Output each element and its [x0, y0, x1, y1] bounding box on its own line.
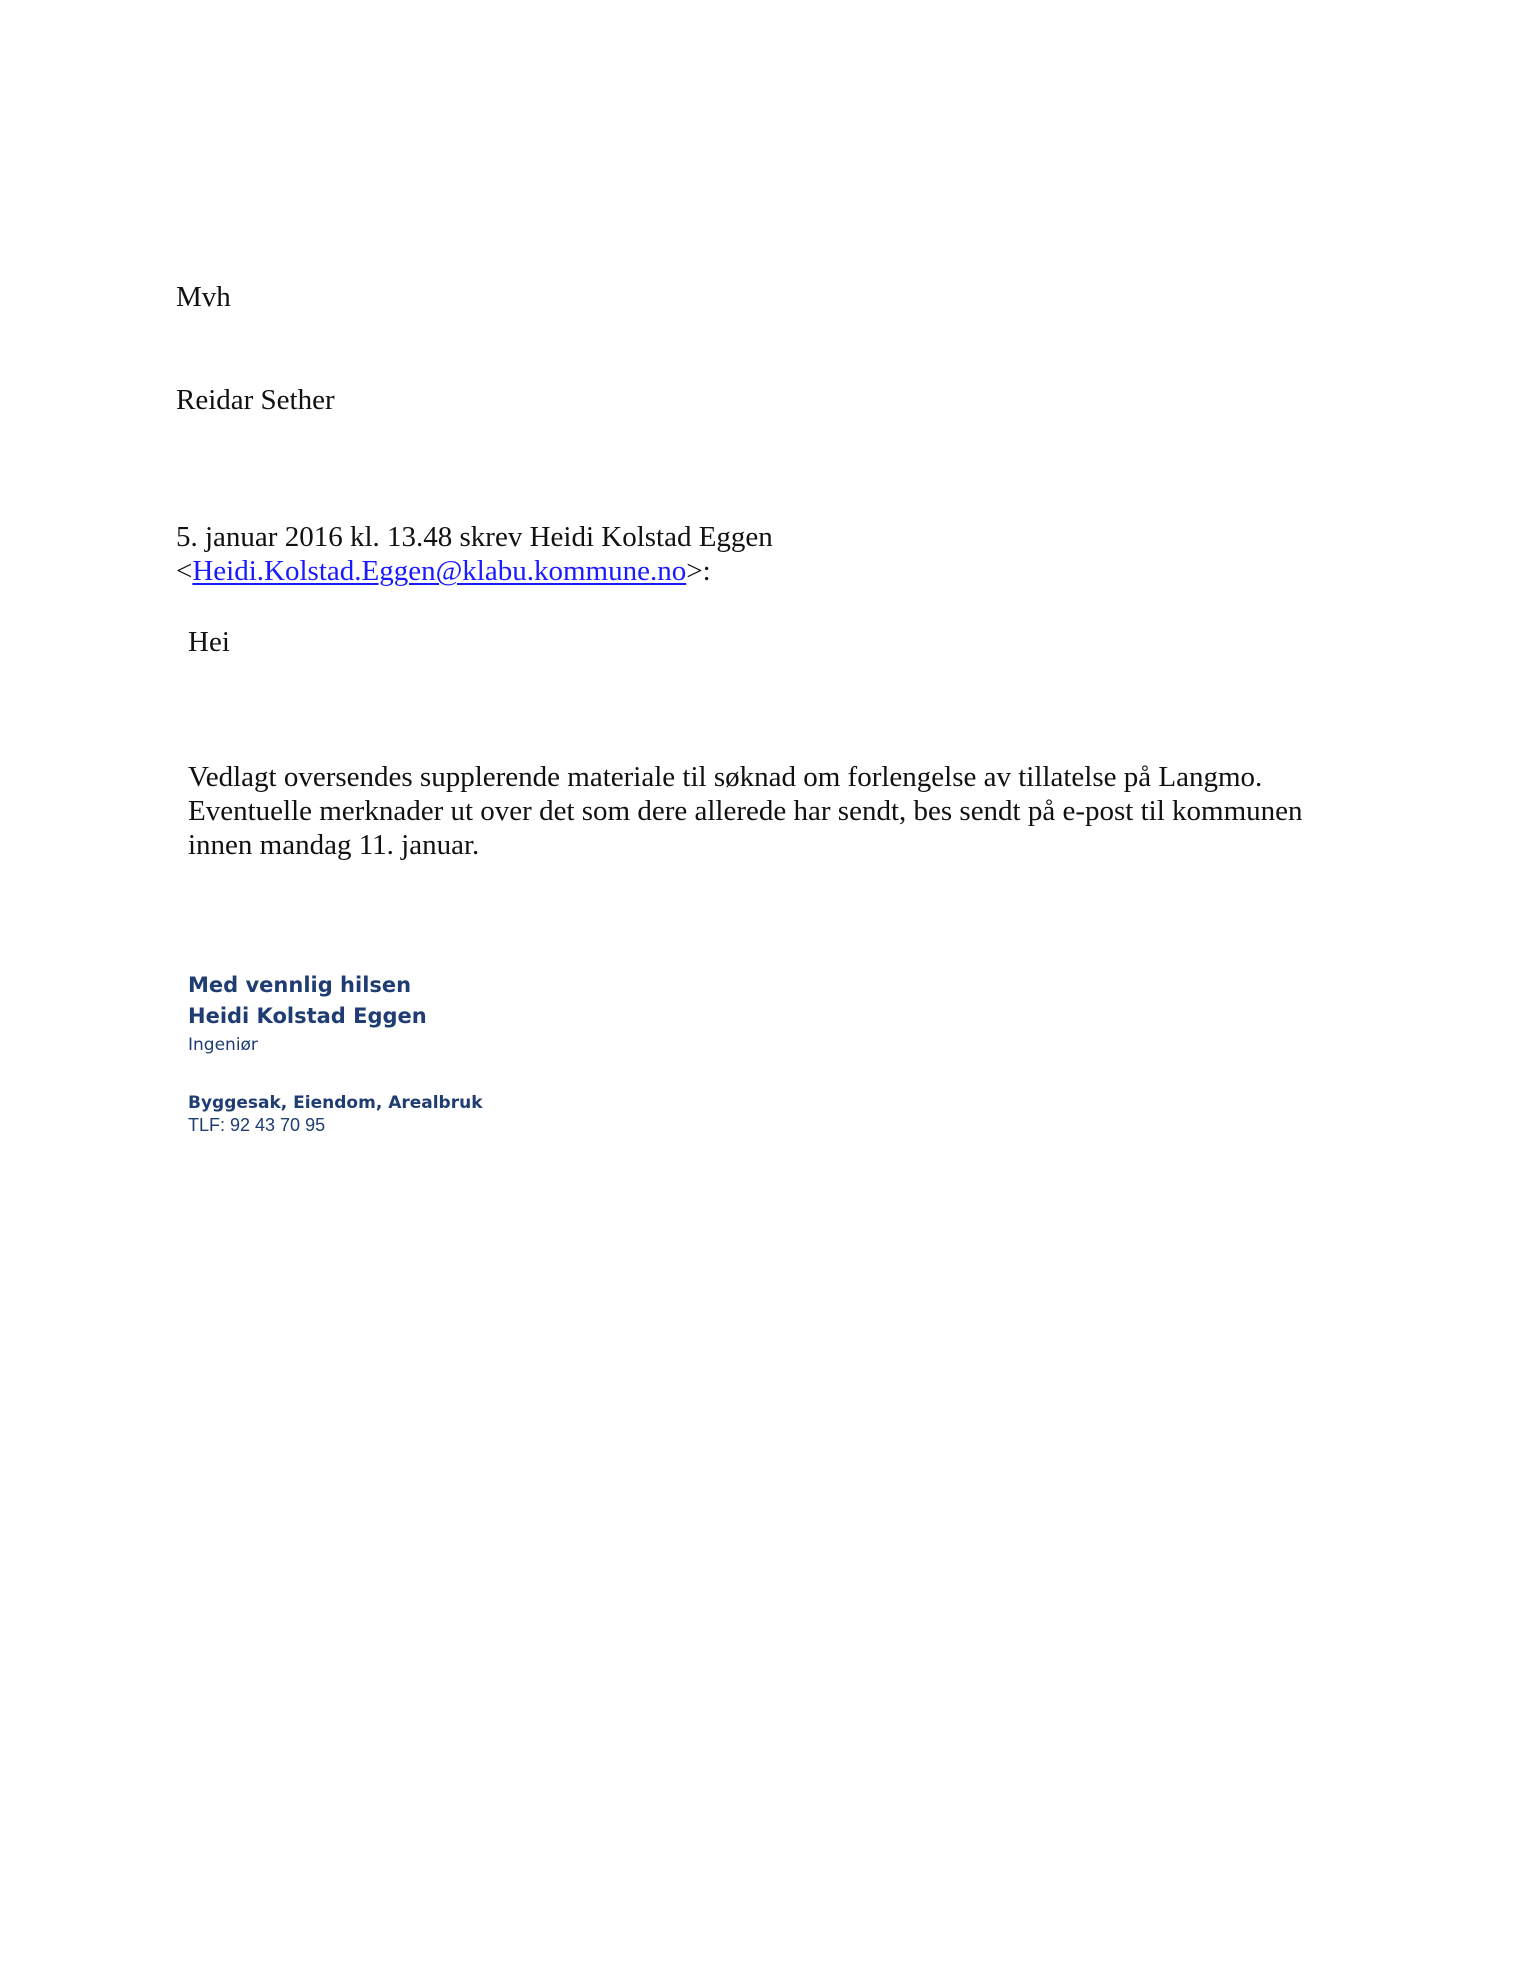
signature-phone: TLF: 92 43 70 95	[188, 1115, 326, 1135]
open-bracket: <	[176, 555, 193, 587]
close-bracket: >:	[686, 555, 711, 587]
quote-header-email-line	[176, 554, 773, 588]
body-line: Eventuelle merknader ut over det som dere allerede har sendt, bes sendt på e-post til kommunen	[188, 795, 1303, 827]
signature-name: Heidi Kolstad Eggen	[188, 1004, 427, 1028]
quoted-body	[188, 760, 1303, 862]
letter-closing: Mvh	[176, 281, 231, 313]
signature-department: Byggesak, Eiendom, Arealbruk	[188, 1093, 483, 1113]
quoted-greeting: Hei	[188, 626, 230, 658]
signature-closing: Med vennlig hilsen	[188, 973, 412, 997]
letter-signer: Reidar Sether	[176, 384, 335, 416]
quote-header	[176, 520, 773, 588]
signature-title: Ingeniør	[188, 1035, 258, 1055]
quote-header-date-line: 5. januar 2016 kl. 13.48 skrev Heidi Kolstad Eggen	[176, 521, 773, 553]
sender-email-link[interactable]: Heidi.Kolstad.Eggen@klabu.kommune.no	[192, 555, 687, 587]
body-line: Vedlagt oversendes supplerende materiale til søknad om forlengelse av tillatelse på Langmo.	[188, 761, 1263, 793]
body-line: innen mandag 11. januar.	[188, 829, 480, 861]
